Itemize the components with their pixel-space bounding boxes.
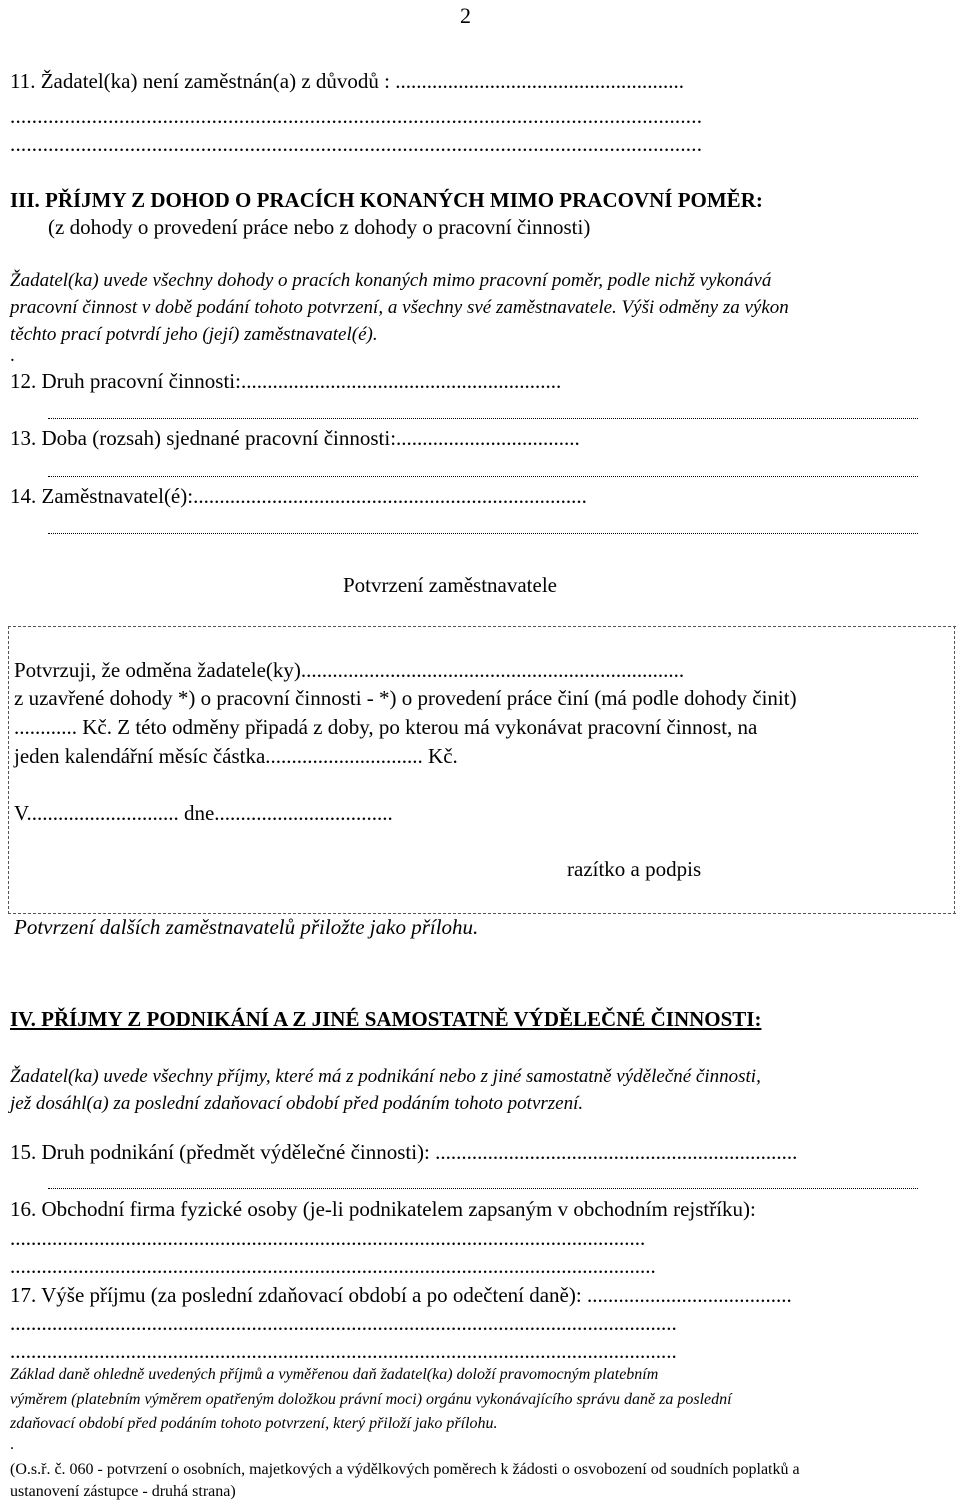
- section-4-instruction-1: Žadatel(ka) uvede všechny příjmy, které má z podnikání nebo z jiné samostatně výdělečné činnosti,: [10, 1066, 761, 1087]
- section-4-heading: IV. PŘÍJMY Z PODNIKÁNÍ A Z JINÉ SAMOSTATNĚ VÝDĚLEČNÉ ČINNOSTI:: [10, 1007, 762, 1031]
- question-11-line-3: ...............................................................................................................................: [10, 132, 703, 156]
- stamp-and-signature: razítko a podpis: [567, 857, 702, 881]
- section-4-instruction-2: jež dosáhl(a) za poslední zdaňovací období před podáním tohoto potvrzení.: [10, 1093, 584, 1114]
- question-14-answer-line: [48, 533, 918, 534]
- question-16-line-2: .........................................................................................................................: [10, 1226, 646, 1250]
- confirmation-line-2: z uzavřené dohody *) o pracovní činnosti - *) o provedení práce činí (má podle dohody činit): [14, 686, 797, 710]
- question-17: 17. Výše příjmu (za poslední zdaňovací období a po odečtení daně): .......................................: [10, 1283, 792, 1307]
- section-3-subheading: (z dohody o provedení práce nebo z dohody o pracovní činnosti): [48, 215, 591, 239]
- footer-line-1: (O.s.ř. č. 060 - potvrzení o osobních, majetkových a výdělkových poměrech k žádosti o osvobození od soudních poplatků a: [10, 1461, 800, 1478]
- confirmation-box-left-edge: [8, 626, 9, 914]
- footer-dot: .: [10, 1436, 14, 1453]
- question-11: 11. Žadatel(ka) není zaměstnán(a) z důvodů : .......................................................: [10, 69, 684, 93]
- confirmation-line-1: Potvrzuji, že odměna žadatele(ky).........................................................................: [14, 658, 685, 682]
- confirmation-box-right-edge: [954, 626, 955, 914]
- question-17-line-2: ...............................................................................................................................: [10, 1311, 677, 1335]
- question-15-answer-line: [48, 1188, 918, 1189]
- section-3-instruction-2: pracovní činnost v době podání tohoto potvrzení, a všechny své zaměstnavatele. Výši odměny za výkon: [10, 297, 789, 318]
- section-3-heading: III. PŘÍJMY Z DOHOD O PRACÍCH KONANÝCH MIMO PRACOVNÍ POMĚR:: [10, 188, 763, 212]
- section-4-footnote-1: Základ daně ohledně uvedených příjmů a vyměřenou daň žadatel(ka) doloží pravomocným platebním: [10, 1366, 659, 1383]
- question-12-answer-line: [48, 418, 918, 419]
- question-11-line-2: ...............................................................................................................................: [10, 104, 703, 128]
- question-14: 14. Zaměstnavatel(é):...........................................................................: [10, 484, 587, 508]
- section-3-dot: .: [10, 345, 15, 366]
- confirmation-title: Potvrzení zaměstnavatele: [343, 573, 557, 597]
- section-3-instruction-1: Žadatel(ka) uvede všechny dohody o pracích konaných mimo pracovní poměr, podle nichž vykonává: [10, 270, 772, 291]
- question-13-answer-line: [48, 476, 918, 477]
- question-15: 15. Druh podnikání (předmět výdělečné činnosti): .....................................................................: [10, 1140, 798, 1164]
- place-and-date: V............................. dne..................................: [14, 801, 393, 825]
- question-12: 12. Druh pracovní činnosti:.............................................................: [10, 369, 562, 393]
- confirmation-line-3: ............ Kč. Z této odměny připadá z doby, po kterou má vykonávat pracovní činnost, na: [14, 715, 758, 739]
- question-17-line-3: ...............................................................................................................................: [10, 1339, 677, 1363]
- question-13: 13. Doba (rozsah) sjednané pracovní činnosti:...................................: [10, 426, 580, 450]
- section-4-footnote-3: zdaňovací období před podáním tohoto potvrzení, který přiloží jako přílohu.: [10, 1415, 498, 1432]
- page-number: 2: [460, 3, 471, 28]
- footer-line-2: ustanovení zástupce - druhá strana): [10, 1483, 236, 1500]
- section-3-instruction-3: těchto prací potvrdí jeho (její) zaměstnavatel(é).: [10, 324, 378, 345]
- confirmation-line-4: jeden kalendářní měsíc částka.............................. Kč.: [14, 744, 458, 768]
- confirmation-note: Potvrzení dalších zaměstnavatelů přiložte jako přílohu.: [14, 915, 479, 939]
- question-16-line-3: ...........................................................................................................................: [10, 1254, 656, 1278]
- section-4-footnote-2: výměrem (platebním výměrem opatřeným doložkou právní moci) orgánu vykonávajícího správu daně za poslední: [10, 1391, 732, 1408]
- question-16: 16. Obchodní firma fyzické osoby (je-li podnikatelem zapsaným v obchodním rejstříku):: [10, 1197, 756, 1221]
